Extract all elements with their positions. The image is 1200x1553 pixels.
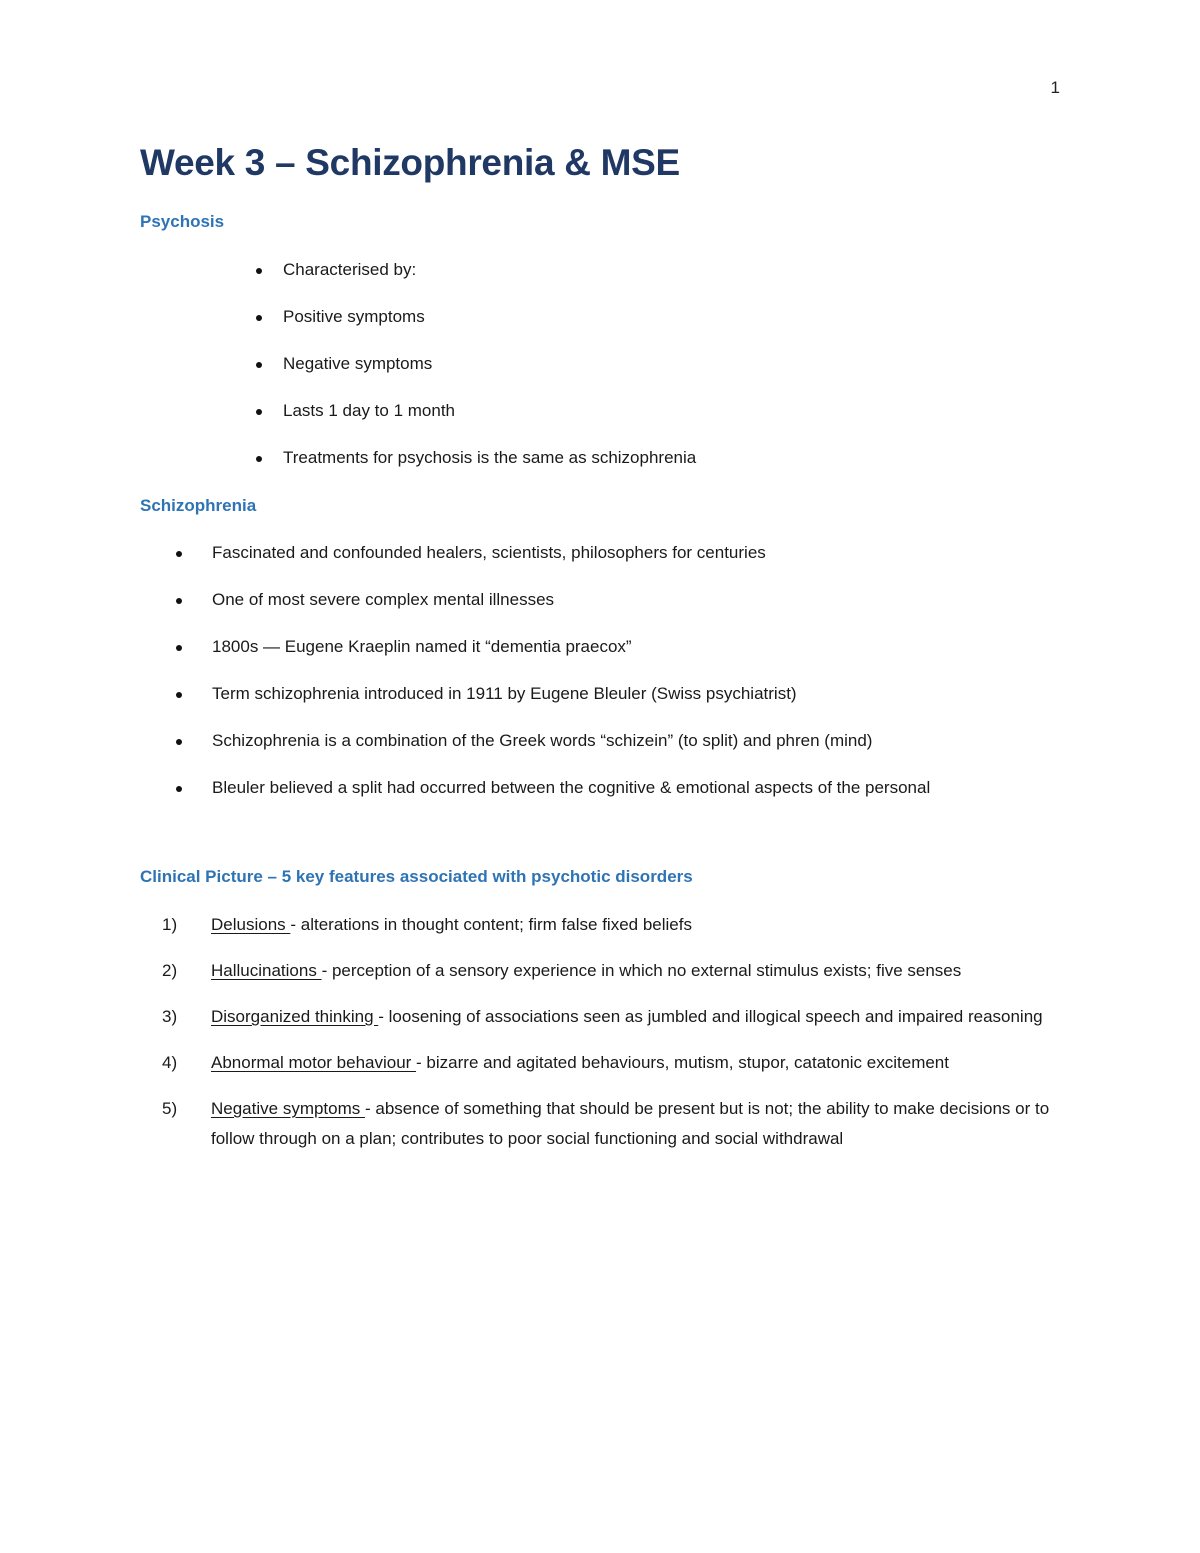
feature-description: - bizarre and agitated behaviours, mutism, stupor, catatonic excitement — [416, 1053, 949, 1072]
heading-clinical-picture: Clinical Picture – 5 key features associated with psychotic disorders — [140, 867, 693, 886]
bullet-icon — [256, 409, 262, 415]
page-number: 1 — [1050, 78, 1060, 97]
item-number: 5) — [162, 1099, 178, 1118]
feature-term: Delusions — [211, 915, 291, 934]
bullet-icon — [176, 598, 182, 604]
feature-description: - perception of a sensory experience in which no external stimulus exists; five senses — [321, 961, 962, 980]
feature-term: Abnormal motor behaviour — [211, 1053, 417, 1072]
list-item — [176, 729, 930, 776]
item-number: 4) — [162, 1053, 178, 1072]
heading-schizophrenia: Schizophrenia — [140, 496, 257, 515]
bullet-icon — [176, 645, 182, 651]
list-item — [176, 588, 930, 635]
list-item — [176, 635, 930, 682]
list-item — [256, 258, 696, 305]
bullet-icon — [176, 551, 182, 557]
list-item-text: 1800s — Eugene Kraeplin named it “dementia praecox” — [212, 637, 632, 656]
list-item — [256, 446, 696, 493]
feature-description: - absence of something that should be present but is not; the ability to make decisions or to follow through on a plan; contributes to poor social functioning and social withdrawal — [211, 1099, 1050, 1148]
list-item-text: Treatments for psychosis is the same as schizophrenia — [283, 448, 697, 467]
list-item — [140, 910, 1060, 940]
bullet-icon — [176, 739, 182, 745]
list-item — [140, 1094, 1060, 1154]
feature-description: - loosening of associations seen as jumbled and illogical speech and impaired reasoning — [378, 1007, 1043, 1026]
list-item-text: Term schizophrenia introduced in 1911 by Eugene Bleuler (Swiss psychiatrist) — [212, 684, 797, 703]
list-item — [256, 399, 696, 446]
psychosis-list — [256, 258, 696, 493]
list-item — [176, 682, 930, 729]
list-item — [140, 1002, 1060, 1032]
list-item — [140, 956, 1060, 986]
feature-term: Disorganized thinking — [211, 1007, 379, 1026]
list-item-text: Fascinated and confounded healers, scientists, philosophers for centuries — [212, 543, 766, 562]
page-title: Week 3 – Schizophrenia & MSE — [140, 142, 680, 183]
clinical-features-list — [140, 910, 1060, 1170]
list-item-text: Negative symptoms — [283, 354, 433, 373]
list-item — [176, 541, 930, 588]
list-item-text: Schizophrenia is a combination of the Greek words “schizein” (to split) and phren (mind) — [212, 731, 873, 750]
list-item — [176, 776, 930, 823]
list-item — [140, 1048, 1060, 1078]
item-number: 1) — [162, 915, 178, 934]
list-item-text: Positive symptoms — [283, 307, 425, 326]
list-item-text: Bleuler believed a split had occurred between the cognitive & emotional aspects of the personal — [212, 778, 931, 797]
item-number: 2) — [162, 961, 178, 980]
bullet-icon — [256, 315, 262, 321]
list-item — [256, 305, 696, 352]
list-item-text: One of most severe complex mental illnesses — [212, 590, 555, 609]
bullet-icon — [256, 362, 262, 368]
list-item-text: Lasts 1 day to 1 month — [283, 401, 455, 420]
feature-term: Negative symptoms — [211, 1099, 365, 1118]
item-number: 3) — [162, 1007, 178, 1026]
list-item — [256, 352, 696, 399]
list-item-text: Characterised by: — [283, 260, 417, 279]
bullet-icon — [256, 456, 262, 462]
feature-description: - alterations in thought content; firm false fixed beliefs — [290, 915, 692, 934]
bullet-icon — [176, 692, 182, 698]
feature-term: Hallucinations — [211, 961, 322, 980]
schizophrenia-list — [176, 541, 930, 823]
heading-psychosis: Psychosis — [140, 212, 225, 231]
bullet-icon — [176, 786, 182, 792]
bullet-icon — [256, 268, 262, 274]
